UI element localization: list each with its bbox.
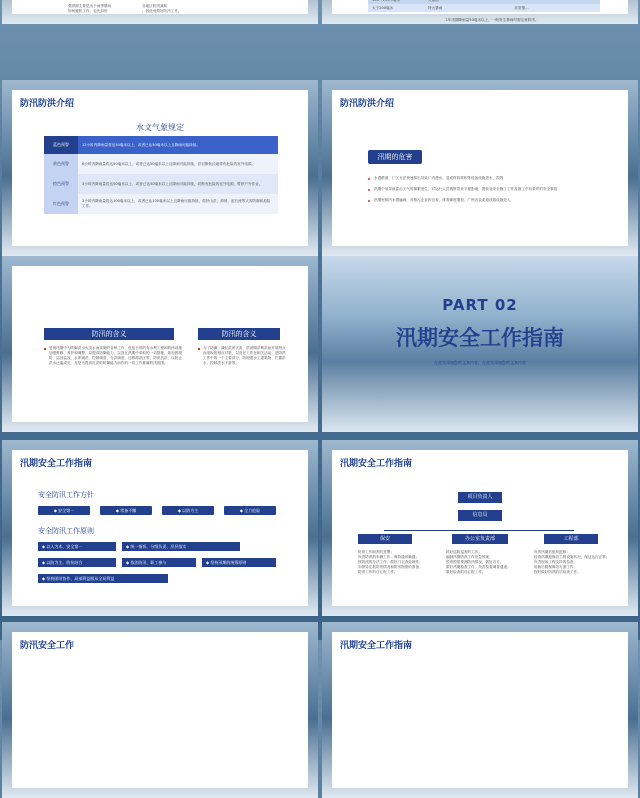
list-item [368,176,598,181]
slide-title: 防汛安全工作 [20,641,75,651]
s1-right-line: ，因此成做好防汛工作。 [142,9,182,13]
policy-pill: ◆ 以防为主 [162,506,214,515]
s2-cell: 大于200毫米 [372,5,394,10]
principle-label: 统一指挥、分级负责、层层落实 [130,544,187,549]
policy-pill: ◆ 安全第一 [38,506,90,515]
slide-thumb-1[interactable] [2,0,318,24]
slide-card [332,0,628,22]
slide-card [12,632,308,788]
s2-cell: 非常强... [514,5,529,10]
org-box-left: 保安 [358,534,412,544]
warning-desc: 6小时内降雨量将达50毫米以上，或者已达50毫米以上且降雨可能持续，应切断低洼地带有危险的室外电源。 [78,154,278,174]
s4-bullet: 汛期里树内水漫遍闹，对排污企业的自查、排查难度增加，广州各农渠道淡疏设施处人 [374,198,511,202]
slide-thumb-10[interactable] [322,622,638,798]
principle-pill: ◆ 坚持团结协作、局部利益服从全局利益 [38,574,168,583]
duty-line: 做好检查的后汇报工作。 [446,570,486,574]
s5-right-text-block [198,346,286,366]
slide-card [332,450,628,606]
warning-level: 红色预警 [44,194,78,214]
s5-left-text-block [44,346,184,366]
principle-pill: ◆ 坚持汛期的统筹原则 [202,558,276,567]
policy-label: 常备不懈 [120,508,137,513]
principle-pill: ◆ 统一指挥、分级负责、层层落实 [122,542,240,551]
section-part-label: PART 02 [442,296,518,314]
duty-line: 抓好巡防巡查的工作； [446,550,482,554]
section-title: 汛期安全工作指南 [396,326,564,350]
org-mid-box: 信息员 [458,510,502,521]
warning-desc: 3小时内降雨量将达50毫米以上，或者已达50毫米以上且降雨可能持续，切断有危险的室外电源，暂停户外作业。 [78,174,278,194]
s7-heading-1: 安全防汛工作方针 [38,491,94,499]
slide-card [12,450,308,606]
principle-pill: ◆ 依法防汛、职工参与 [122,558,196,567]
slide-card [332,90,628,246]
slide-thumb-2[interactable] [322,0,638,24]
slide-thumb-9[interactable] [2,622,318,798]
s4-bullet: 汛期中易导致雷击天气的频繁发生，对运行人员观察带来不便影响，提营业安全施工工作及施工中有条件的安全事故 [374,187,558,191]
org-right-duties [534,550,614,575]
warning-desc: 3小时内降雨量将达100毫米以上，或者已达100毫米以上且降雨可能持续，做好山洪、滑坡、泥石流等灾害防御和抢险工作。 [78,194,278,214]
s4-tag: 汛期的危害 [368,150,422,164]
principle-label: 以人为本、安全第一 [46,544,83,549]
duty-line: 做好汛期检查工作，负责检查调查通道； [446,565,511,569]
org-left-duties [358,550,438,575]
org-box-right: 工程部 [544,534,598,544]
list-item [368,198,598,203]
principle-pill: ◆ 以防为主、防抗结合 [38,558,116,567]
s5-tag-2: 防汛的含义 [198,328,280,340]
duty-line: 负责汛期后组织抢修； [534,550,570,554]
duty-line: 按防汛的办法工作；做好门卫查处理作； [358,560,423,564]
s1-right-line: 各地区防汛减和 [142,4,168,8]
slide-thumb-5[interactable] [2,256,318,432]
list-item [368,187,598,192]
s1-left-line: 如何避防工作，也比如的 [68,9,108,13]
slide-thumb-3[interactable] [2,80,318,256]
duty-line: 按时做好防汛的后检查工作。 [534,570,581,574]
duty-line: 向领导汇报防汛情况和防汛物资的准备； [358,565,423,569]
table-row [44,174,278,194]
duty-line: 编制汛期防汛工作应急预案； [446,555,493,559]
s2-cell: 特大暴雨 [428,5,443,10]
org-box-center: 办公室负责部 [452,534,508,544]
duty-line: 预汛预报预测防汛情况，做好各方。 [446,560,504,564]
s3-warning-table [44,136,278,214]
s5-left-text: 是指汛期中为防御洪水大洪水而实施的各种工作，包括日常的有水利工程和防汛设施加强维修、养护和调整，以提高防御能力，以及在汛期中采取的一切措施，如加固堤防、巡回监视、水库调洪，控制调度，分洪调度，迁移滞洪区等，防汛抗洪，以防止洪水泛滥成灾，凡是为提高抗洪的防御能力而作的一切工作都属防汛范围。 [49,346,182,365]
principle-row [38,542,240,551]
s7-heading-2: 安全防汛工作原则 [38,527,94,535]
principle-label: 以防为主、防抗结合 [46,560,83,565]
principle-row [38,558,276,567]
duty-line: 防汛工作职责的签署； [358,550,394,554]
table-row [44,194,278,214]
section-subtitle: 在此处添加您的文本内容，在此处添加您的文本内容 [434,360,526,365]
duty-line: 协助后勤保障各方面工作； [534,565,578,569]
slide-thumb-7[interactable] [2,440,318,616]
policy-pill: ◆ 常备不懈 [100,506,152,515]
principle-label: 依法防汛、职工参与 [130,560,167,565]
warning-level: 蓝色预警 [44,136,78,154]
s1-left-line: 强汛期主要是出于雨季暴雨 [68,4,112,8]
s2-note: 1年汛期降雨量50毫米以上，一般发生暴雨时需注意防汛。 [445,18,539,22]
duty-line: 负责防汛的车辆工作；保持通讯畅通； [358,555,420,559]
slide-card [12,266,308,422]
table-row [44,136,278,154]
s2-table [368,0,600,12]
slide-title: 防汛防洪介绍 [20,99,75,109]
org-connector [384,530,574,531]
slide-title: 防汛防洪介绍 [340,99,395,109]
principle-label: 坚持团结协作、局部利益服从全局利益 [46,576,115,581]
s7-policy-row [38,506,276,515]
org-top-box: 项目负责人 [458,492,502,503]
s5-right-text: 为了防御、减轻洪涝灾害，洪涝期洪利洪而开展特点而采取的相应对策，以及在工作在相关活动，是防汛工作中的一个主要部分，防堤建水工建筑物、拦蓄洪水，控制洪水下游等。 [203,346,286,365]
principle-pill: ◆ 以人为本、安全第一 [38,542,116,551]
slide-card [12,90,308,246]
slide-title: 汛期安全工作指南 [340,641,413,651]
slide-thumb-8[interactable] [322,440,638,616]
principle-row [38,574,168,583]
warning-desc: 12小时内降雨量将达50毫米以上，或者已达50毫米以上且降雨可能持续。 [78,136,278,154]
duty-line: 负责现场工程支持的检查； [534,560,578,564]
principle-label: 坚持汛期的统筹原则 [210,560,247,565]
policy-label: 安全第一 [58,508,75,513]
slide-thumb-6[interactable] [322,256,638,432]
warning-level: 黄色预警 [44,154,78,174]
s3-subtitle: 水文气象规定 [136,123,184,132]
slide-title: 汛期安全工作指南 [20,459,93,469]
s5-tag-1: 防汛的含义 [44,328,174,340]
policy-label: 全力抢险 [244,508,261,513]
duty-line: 防汛工作的日汇报工作。 [358,570,398,574]
warning-level: 橙色预警 [44,174,78,194]
policy-label: 以防为主 [182,508,199,513]
slide-card [332,632,628,788]
slide-title: 汛期安全工作指南 [340,459,413,469]
slide-thumb-4[interactable] [322,80,638,256]
table-row [44,154,278,174]
org-center-duties [446,550,526,575]
slide-card [12,0,308,14]
policy-pill: ◆ 全力抢险 [224,506,276,515]
duty-line: 检查汛期抢修各工程设施状况，保证运行正常； [534,555,610,559]
s4-bullet: 水漫路面，厂区无法快速排出导致厂内漫水，造成材料堆积等设备设施进水，损毁 [374,176,504,180]
